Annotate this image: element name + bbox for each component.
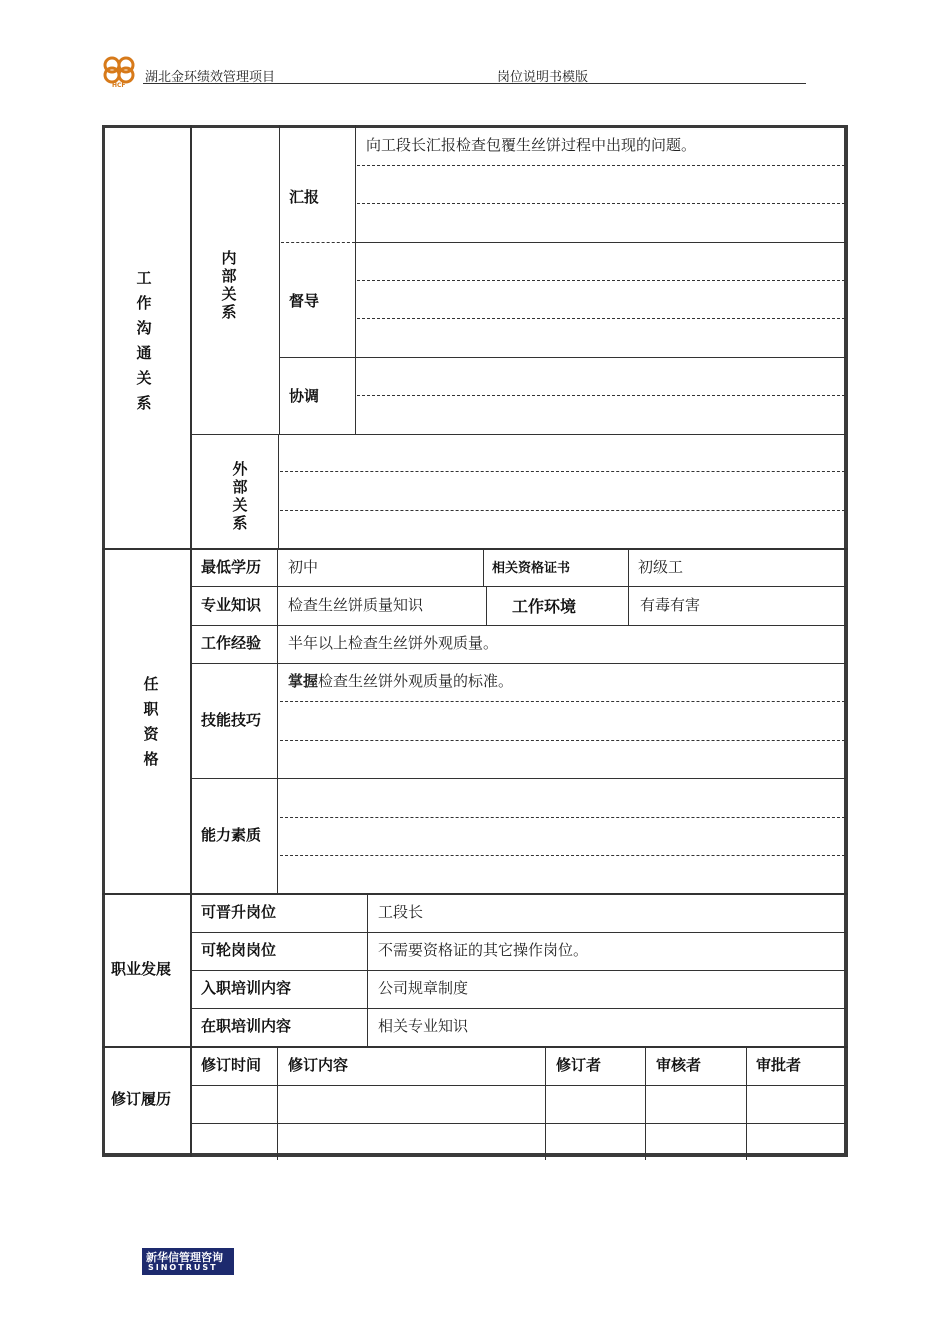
onboarding-training-value: 公司规章制度 — [378, 979, 469, 997]
knowledge-value: 检查生丝饼质量知识 — [288, 596, 424, 614]
logo-text: HCF — [112, 82, 126, 89]
section-career-label: 职业发展 — [111, 960, 172, 978]
footer-brand-en: SINOTRUST — [148, 1263, 218, 1272]
inservice-training-value: 相关专业知识 — [378, 1017, 469, 1035]
ability-label: 能力素质 — [201, 826, 262, 844]
revision-col-reviser: 修订者 — [556, 1056, 602, 1074]
footer-brand-logo — [142, 1248, 234, 1275]
education-value: 初中 — [288, 558, 319, 576]
inservice-training-label: 在职培训内容 — [201, 1017, 292, 1035]
rotation-value: 不需要资格证的其它操作岗位。 — [378, 941, 589, 959]
certificate-label: 相关资格证书 — [492, 561, 571, 576]
footer-brand-cn: 新华信管理咨询 — [146, 1251, 223, 1264]
external-relations-label: 外部关系 — [232, 460, 248, 532]
promotion-label: 可晋升岗位 — [201, 903, 277, 921]
revision-col-content: 修订内容 — [288, 1056, 349, 1074]
certificate-value: 初级工 — [638, 558, 684, 576]
section-communication-label: 工作沟通关系 — [136, 269, 152, 412]
supervise-label: 督导 — [289, 292, 320, 310]
coordinate-label: 协调 — [289, 387, 320, 405]
education-label: 最低学历 — [201, 558, 262, 576]
internal-relations-label: 内部关系 — [221, 249, 237, 321]
skills-bold-prefix: 掌握 — [288, 672, 319, 690]
skills-value: 掌握检查生丝饼外观质量的标准。 — [288, 672, 514, 690]
skills-label: 技能技巧 — [201, 711, 262, 729]
promotion-value: 工段长 — [378, 903, 424, 921]
onboarding-training-label: 入职培训内容 — [201, 979, 292, 997]
knowledge-label: 专业知识 — [201, 596, 262, 614]
header-rule — [143, 83, 806, 84]
work-environment-label: 工作环境 — [512, 597, 577, 616]
rotation-label: 可轮岗岗位 — [201, 941, 277, 959]
header-doc-title: 岗位说明书模版 — [497, 70, 589, 85]
section-revision-label: 修订履历 — [111, 1090, 172, 1108]
revision-col-approver: 审批者 — [756, 1056, 802, 1074]
report-text: 向工段长汇报检查包覆生丝饼过程中出现的问题。 — [366, 136, 697, 154]
experience-label: 工作经验 — [201, 634, 262, 652]
revision-col-reviewer: 审核者 — [656, 1056, 702, 1074]
section-qualification-label: 任职资格 — [143, 675, 159, 768]
revision-col-time: 修订时间 — [201, 1056, 262, 1074]
header-company: 湖北金环绩效管理项目 — [145, 70, 276, 85]
experience-value: 半年以上检查生丝饼外观质量。 — [288, 634, 499, 652]
report-label: 汇报 — [289, 188, 320, 206]
work-environment-value: 有毒有害 — [640, 596, 701, 614]
